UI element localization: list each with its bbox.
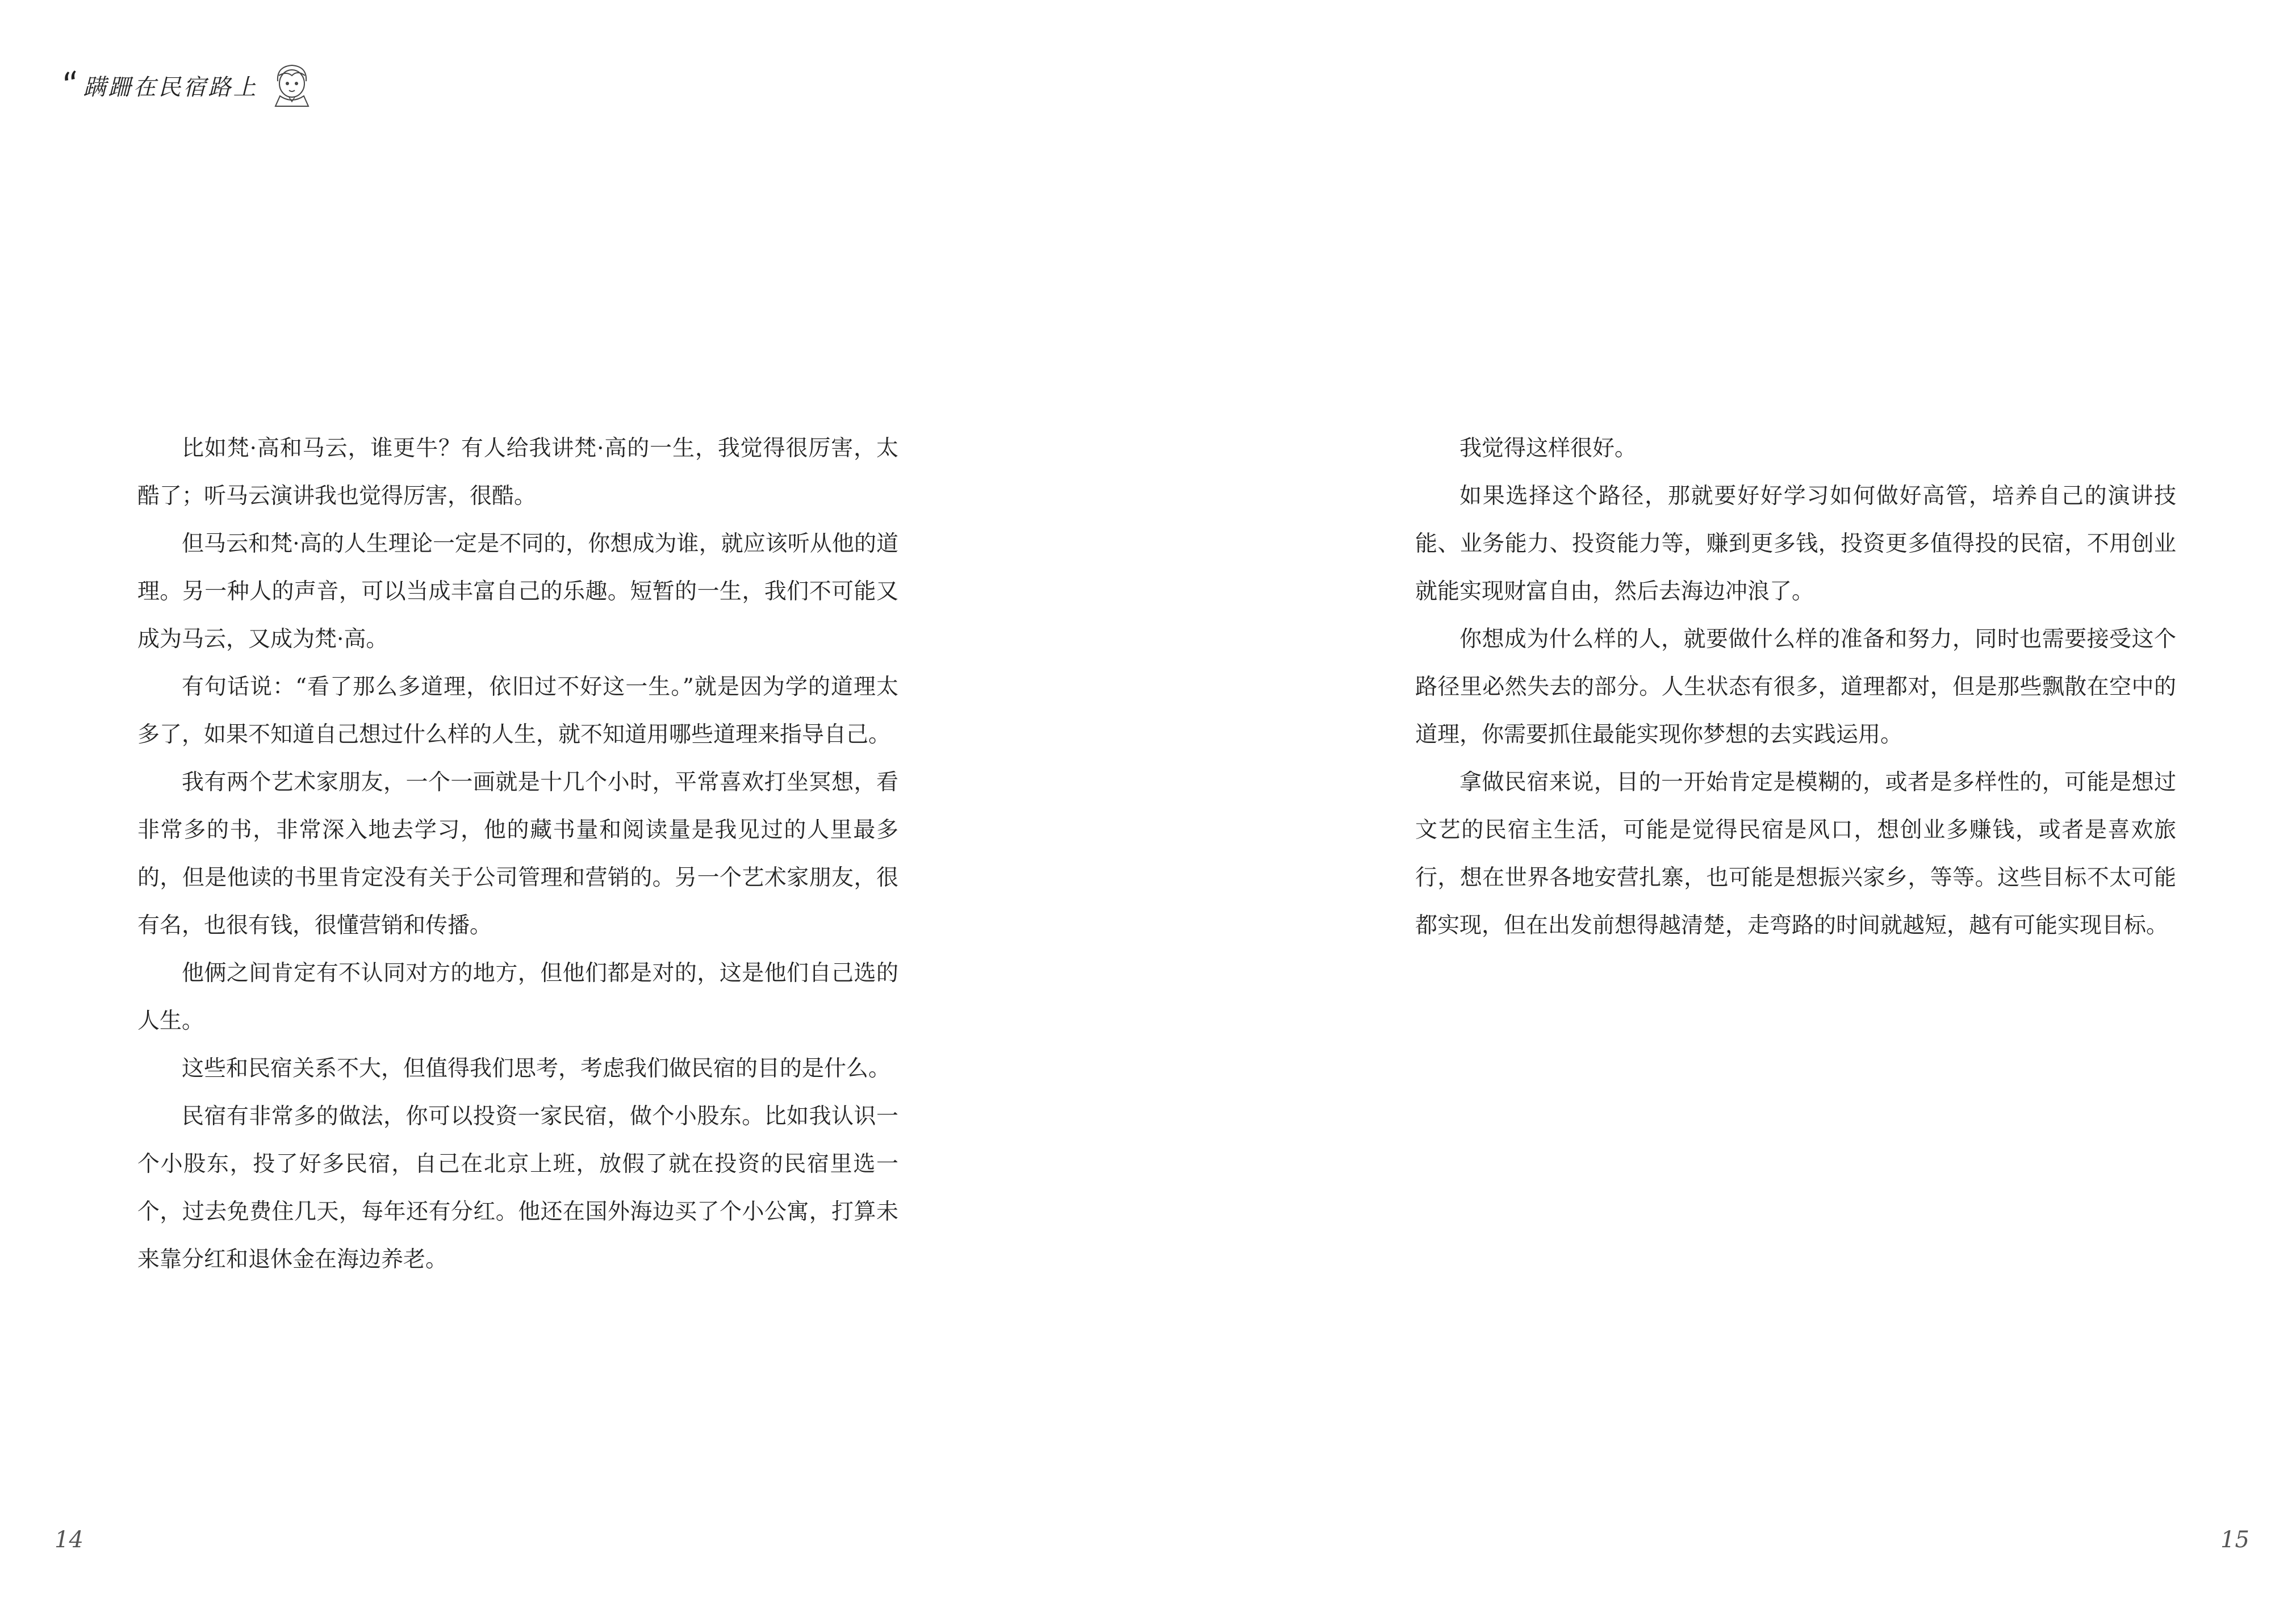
right-page-number: 15 <box>2220 1527 2249 1553</box>
paragraph: 如果选择这个路径，那就要好好学习如何做好高管，培养自己的演讲技能、业务能力、投资能力等，赚到更多钱，投资更多值得投的民宿，不用创业就能实现财富自由，然后去海边冲浪了。 <box>1415 483 2176 604</box>
paragraph: 有句话说：“看了那么多道理，依旧过不好这一生。”就是因为学的道理太多了，如果不知道自己想过什么样的人生，就不知道用哪些道理来指导自己。 <box>137 674 898 748</box>
running-header <box>59 57 317 114</box>
book-title: 蹒跚在民宿路上 <box>83 74 258 101</box>
paragraph: 他俩之间肯定有不认同对方的地方，但他们都是对的，这是他们自己选的人生。 <box>137 961 898 1034</box>
paragraph: 我有两个艺术家朋友，一个一画就是十几个小时，平常喜欢打坐冥想，看非常多的书，非常深入地去学习，他的藏书量和阅读量是我见过的人里最多的，但是他读的书里肯定没有关于公司管理和营销的。另一个艺术家朋友，很有名，也很有钱，很懂营销和传播。 <box>137 770 898 938</box>
right-page-body <box>1415 425 2176 950</box>
paragraph: 拿做民宿来说，目的一开始肯定是模糊的，或者是多样性的，可能是想过文艺的民宿主生活，可能是觉得民宿是风口，想创业多赚钱，或者是喜欢旅行，想在世界各地安营扎寨，也可能是想振兴家乡，等等。这些目标不太可能都实现，但在出发前想得越清楚，走弯路的时间就越短，越有可能实现目标。 <box>1415 770 2176 938</box>
paragraph: 但马云和梵·高的人生理论一定是不同的，你想成为谁，就应该听从他的道理。另一种人的声音，可以当成丰富自己的乐趣。短暂的一生，我们不可能又成为马云，又成为梵·高。 <box>137 531 898 652</box>
paragraph: 比如梵·高和马云，谁更牛？有人给我讲梵·高的一生，我觉得很厉害，太酷了；听马云演讲我也觉得厉害，很酷。 <box>137 436 898 509</box>
left-page-body <box>137 425 898 1284</box>
left-page-number: 14 <box>55 1527 83 1553</box>
paragraph: 这些和民宿关系不大，但值得我们思考，考虑我们做民宿的目的是什么。 <box>182 1056 891 1081</box>
paragraph: 你想成为什么样的人，就要做什么样的准备和努力，同时也需要接受这个路径里必然失去的部分。人生状态有很多，道理都对，但是那些飘散在空中的道理，你需要抓住最能实现你梦想的去实践运用。 <box>1415 627 2176 748</box>
paragraph: 民宿有非常多的做法，你可以投资一家民宿，做个小股东。比如我认识一个小股东，投了好多民宿，自己在北京上班，放假了就在投资的民宿里选一个，过去免费住几天，每年还有分红。他还在国外海边买了个小公寓，打算未来靠分红和退休金在海边养老。 <box>137 1104 898 1272</box>
header-quote-mark: “ <box>59 64 83 107</box>
paragraph: 我觉得这样很好。 <box>1459 436 1637 461</box>
cartoon-avatar-icon <box>266 59 317 112</box>
